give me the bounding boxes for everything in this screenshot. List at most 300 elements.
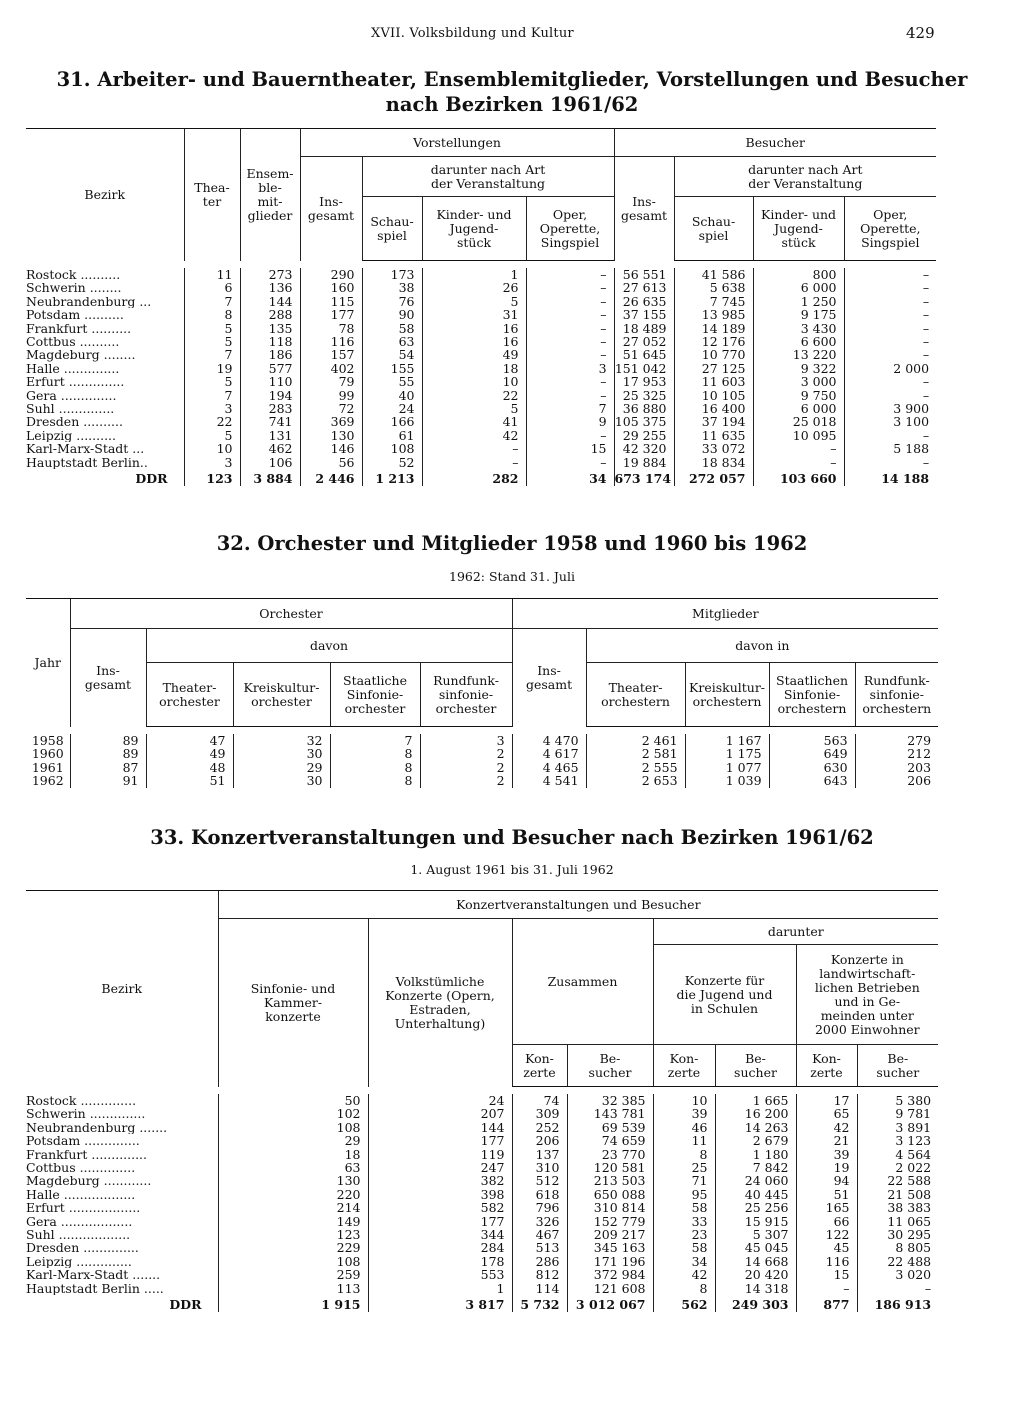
table-cell: 151 042 (614, 362, 674, 375)
table-cell: 3 020 (857, 1268, 938, 1281)
row-label: Cottbus .............. (26, 1161, 136, 1175)
table-cell: 130 (218, 1174, 368, 1187)
table-cell: 22 (184, 415, 240, 428)
t31-head-besucher: Besucher (614, 129, 936, 157)
table-cell: 39 (653, 1107, 715, 1120)
table-cell: 2 022 (857, 1161, 938, 1174)
table-cell: 51 (146, 774, 233, 787)
table-cell: 462 (240, 442, 300, 455)
table-cell: 26 635 (614, 295, 674, 308)
table-cell: 3 000 (753, 375, 844, 388)
table-cell: 247 (368, 1161, 512, 1174)
table-cell: 3 (420, 734, 512, 747)
table-cell: 1 250 (753, 295, 844, 308)
total-cell: 3 817 (368, 1295, 512, 1311)
row-label: Hauptstadt Berlin.. (26, 455, 148, 470)
table-cell: 2 (420, 761, 512, 774)
t31-head-bes-oper: Oper, Operette, Singspiel (844, 197, 936, 261)
table-cell: 2 581 (586, 747, 685, 760)
table-row (26, 442, 936, 455)
table-cell: 7 (184, 295, 240, 308)
table-cell: 9 (526, 415, 614, 428)
table-cell: 8 (330, 747, 420, 760)
row-label: Dresden .......... (26, 415, 123, 429)
table-cell: 1 665 (715, 1094, 796, 1107)
table-cell: 11 603 (674, 375, 753, 388)
table-cell: 398 (368, 1188, 512, 1201)
table-cell: 207 (368, 1107, 512, 1120)
t32-head-jahr: Jahr (26, 599, 70, 727)
row-label: Hauptstadt Berlin ..... (26, 1281, 164, 1296)
table-cell: 137 (512, 1148, 567, 1161)
table-row (26, 1241, 938, 1254)
table-cell: 42 (422, 429, 526, 442)
table-cell: 23 770 (567, 1148, 653, 1161)
table-cell: 55 (362, 375, 422, 388)
table-cell: 194 (240, 389, 300, 402)
table-cell: 209 217 (567, 1228, 653, 1241)
table-cell: 563 (769, 734, 855, 747)
table-cell: – (844, 456, 936, 469)
table-cell: 10 (422, 375, 526, 388)
table-cell: 24 (368, 1094, 512, 1107)
table-cell: – (526, 348, 614, 361)
table-cell: 7 (184, 389, 240, 402)
table-cell: – (844, 348, 936, 361)
t32-head-orchester: Orchester (70, 599, 512, 629)
table-cell: 40 445 (715, 1188, 796, 1201)
table-cell: – (526, 335, 614, 348)
t33-head-zus-besucher: Be- sucher (567, 1045, 653, 1087)
table-cell: 24 060 (715, 1174, 796, 1187)
table-cell: 4 564 (857, 1148, 938, 1161)
table-cell: 165 (796, 1201, 857, 1214)
table-cell: 15 (796, 1268, 857, 1281)
table-cell: 40 (362, 389, 422, 402)
table-row (26, 389, 936, 402)
table-cell: 553 (368, 1268, 512, 1281)
table-cell: 3 430 (753, 322, 844, 335)
total-row (26, 1295, 938, 1311)
table-cell: 42 (796, 1121, 857, 1134)
table-cell: 5 (422, 295, 526, 308)
table-cell: 6 (184, 281, 240, 294)
table-row (26, 402, 936, 415)
table-cell: 15 (526, 442, 614, 455)
table-row (26, 362, 936, 375)
table-cell: 284 (368, 1241, 512, 1254)
table-cell: 288 (240, 308, 300, 321)
total-cell: 103 660 (753, 469, 844, 485)
table-cell: 812 (512, 1268, 567, 1281)
table-cell: 45 045 (715, 1241, 796, 1254)
table-row (26, 375, 936, 388)
total-label: DDR (169, 1297, 202, 1312)
table33 (26, 890, 938, 1312)
table-cell: 106 (240, 456, 300, 469)
table-cell: – (422, 456, 526, 469)
table-cell: 577 (240, 362, 300, 375)
table-cell: 42 320 (614, 442, 674, 455)
row-label: Schwerin .............. (26, 1107, 146, 1121)
table-cell: 29 255 (614, 429, 674, 442)
spacer-row (26, 1087, 938, 1095)
t32-head-staat-n: Staatlichen Sinfonie- orchestern (769, 663, 855, 727)
total-cell: 5 732 (512, 1295, 567, 1311)
table-cell: – (844, 322, 936, 335)
table-row (26, 747, 938, 760)
total-cell: 2 446 (300, 469, 362, 485)
t31-head-bes-kinder: Kinder- und Jugend- stück (753, 197, 844, 261)
t33-head-jug-konzerte: Kon- zerte (653, 1045, 715, 1087)
table-cell: 41 586 (674, 268, 753, 281)
table-cell: 326 (512, 1215, 567, 1228)
t33-head-sinfonie: Sinfonie- und Kammer- konzerte (218, 919, 368, 1087)
table-cell: 171 196 (567, 1255, 653, 1268)
total-cell: 123 (184, 469, 240, 485)
table-cell: 29 (218, 1134, 368, 1147)
table-cell: 108 (362, 442, 422, 455)
table-cell: 51 645 (614, 348, 674, 361)
table-cell: 30 295 (857, 1228, 938, 1241)
table-cell: – (844, 281, 936, 294)
total-cell: 186 913 (857, 1295, 938, 1311)
table-cell: 5 (184, 375, 240, 388)
table-cell: – (753, 442, 844, 455)
table-cell: 45 (796, 1241, 857, 1254)
table-cell: 14 189 (674, 322, 753, 335)
table-row (26, 761, 938, 774)
table-cell: 8 (184, 308, 240, 321)
table-row (26, 322, 936, 335)
table-cell: 11 (653, 1134, 715, 1147)
table-cell: 310 814 (567, 1201, 653, 1214)
t31-head-bes-insgesamt: Ins- gesamt (614, 157, 674, 261)
table-cell: 146 (300, 442, 362, 455)
table31 (26, 128, 936, 486)
row-label: Karl-Marx-Stadt ....... (26, 1268, 161, 1282)
table-cell: 206 (855, 774, 938, 787)
table-cell: 2 000 (844, 362, 936, 375)
table-row (26, 1161, 938, 1174)
table-row (26, 456, 936, 469)
table-cell: – (526, 375, 614, 388)
table-cell: 7 842 (715, 1161, 796, 1174)
total-cell: 34 (526, 469, 614, 485)
table-cell: – (526, 268, 614, 281)
table-cell: 130 (300, 429, 362, 442)
row-label: Cottbus .......... (26, 335, 120, 349)
table-cell: 116 (300, 335, 362, 348)
total-cell: 282 (422, 469, 526, 485)
table-cell: 114 (512, 1282, 567, 1295)
table-cell: 17 (796, 1094, 857, 1107)
table-cell: 186 (240, 348, 300, 361)
table-row (26, 429, 936, 442)
table-cell: 136 (240, 281, 300, 294)
t31-head-vorst-darunter: darunter nach Art der Veranstaltung (362, 157, 614, 197)
table-cell: 121 608 (567, 1282, 653, 1295)
table-cell: 24 (362, 402, 422, 415)
table-cell: 74 (512, 1094, 567, 1107)
table-cell: – (526, 456, 614, 469)
table-cell: 5 (184, 335, 240, 348)
row-label: Frankfurt .......... (26, 321, 132, 336)
table-cell: – (526, 281, 614, 294)
table-cell: 345 163 (567, 1241, 653, 1254)
table-cell: 149 (218, 1215, 368, 1228)
table-cell: 22 488 (857, 1255, 938, 1268)
table-cell: 3 123 (857, 1134, 938, 1147)
table-cell: 3 (184, 456, 240, 469)
table-cell: 157 (300, 348, 362, 361)
table-cell: 18 (218, 1148, 368, 1161)
spacer-row (26, 727, 938, 735)
table-cell: 741 (240, 415, 300, 428)
table-cell: 2 (420, 747, 512, 760)
table-cell: 11 635 (674, 429, 753, 442)
total-label: DDR (135, 471, 168, 486)
table-cell: 273 (240, 268, 300, 281)
table-cell: 63 (218, 1161, 368, 1174)
page-header (0, 22, 1024, 46)
table-cell: 89 (70, 747, 146, 760)
table-cell: 2 (420, 774, 512, 787)
table-cell: 34 (653, 1255, 715, 1268)
table-row (26, 774, 938, 787)
table-row (26, 348, 936, 361)
table-cell: 29 (233, 761, 330, 774)
table-cell: 25 325 (614, 389, 674, 402)
table-cell: 10 095 (753, 429, 844, 442)
table-cell: 17 953 (614, 375, 674, 388)
row-label: Leipzig .............. (26, 1254, 132, 1269)
table-cell: 5 638 (674, 281, 753, 294)
table-cell: 4 470 (512, 734, 586, 747)
table-row (26, 1215, 938, 1228)
table-cell: 74 659 (567, 1134, 653, 1147)
table-cell: 177 (368, 1134, 512, 1147)
t31-head-vorst-oper: Oper, Operette, Singspiel (526, 197, 614, 261)
row-label: Schwerin ........ (26, 281, 122, 295)
table-cell: 30 (233, 774, 330, 787)
total-cell: 3 884 (240, 469, 300, 485)
total-cell: 249 303 (715, 1295, 796, 1311)
table-row (26, 308, 936, 321)
table-cell: – (753, 456, 844, 469)
table-cell: 214 (218, 1201, 368, 1214)
table-row (26, 1282, 938, 1295)
table-cell: 1 175 (685, 747, 769, 760)
row-label: 1958 (31, 734, 64, 748)
table-cell: 5 (422, 402, 526, 415)
table-row (26, 1255, 938, 1268)
table-cell: 25 256 (715, 1201, 796, 1214)
table-cell: 27 125 (674, 362, 753, 375)
table-row (26, 268, 936, 281)
table-cell: 1 077 (685, 761, 769, 774)
table-row (26, 1174, 938, 1187)
table-cell: 13 985 (674, 308, 753, 321)
table-cell: 8 (330, 774, 420, 787)
t33-head-jug-besucher: Be- sucher (715, 1045, 796, 1087)
table-cell: 94 (796, 1174, 857, 1187)
spacer-row (26, 261, 936, 269)
t31-head-vorst-kinder: Kinder- und Jugend- stück (422, 197, 526, 261)
t31-head-ensemble: Ensem- ble- mit- glieder (240, 129, 300, 261)
table-row (26, 335, 936, 348)
table-cell: 1 039 (685, 774, 769, 787)
table-cell: 279 (855, 734, 938, 747)
table-cell: 49 (422, 348, 526, 361)
row-label: Rostock .......... (26, 268, 121, 282)
table-cell: 20 420 (715, 1268, 796, 1281)
row-label: Erfurt .................. (26, 1201, 141, 1215)
table-cell: 4 541 (512, 774, 586, 787)
row-label: 1961 (31, 760, 64, 775)
total-cell: 673 174 (614, 469, 674, 485)
table-cell: 123 (218, 1228, 368, 1241)
table-cell: 467 (512, 1228, 567, 1241)
table-cell: 14 318 (715, 1282, 796, 1295)
table-cell: 116 (796, 1255, 857, 1268)
table-row (26, 295, 936, 308)
table-cell: – (844, 308, 936, 321)
table-cell: 110 (240, 375, 300, 388)
table-cell: 47 (146, 734, 233, 747)
t32-head-theater: Theater- orchester (146, 663, 233, 727)
row-label: Halle .............. (26, 361, 120, 376)
table-cell: 173 (362, 268, 422, 281)
table-cell: – (796, 1282, 857, 1295)
table-cell: 369 (300, 415, 362, 428)
table-cell: 27 613 (614, 281, 674, 294)
table-cell: 144 (240, 295, 300, 308)
table-cell: 72 (300, 402, 362, 415)
row-label: Leipzig .......... (26, 428, 116, 443)
table-cell: 113 (218, 1282, 368, 1295)
table-cell: 3 891 (857, 1121, 938, 1134)
row-label: 1962 (31, 774, 64, 788)
table-cell: 22 588 (857, 1174, 938, 1187)
t31-head-vorstellungen: Vorstellungen (300, 129, 614, 157)
row-label: Suhl .................. (26, 1228, 131, 1242)
table-cell: 582 (368, 1201, 512, 1214)
table-cell: – (844, 295, 936, 308)
table-cell: 10 (184, 442, 240, 455)
table-row (26, 281, 936, 294)
t33-head-zusammen: Zusammen (512, 919, 653, 1045)
table-row (26, 1228, 938, 1241)
total-cell: 1 213 (362, 469, 422, 485)
table-cell: 30 (233, 747, 330, 760)
table-cell: 9 322 (753, 362, 844, 375)
table-cell: 1 180 (715, 1148, 796, 1161)
table-cell: – (857, 1282, 938, 1295)
table-cell: 65 (796, 1107, 857, 1120)
chapter-title: XVII. Volksbildung und Kultur (371, 26, 574, 41)
row-label: Neubrandenburg ....... (26, 1120, 168, 1135)
t33-head-land-konzerte: Kon- zerte (796, 1045, 857, 1087)
total-row (26, 469, 936, 485)
table-cell: 2 461 (586, 734, 685, 747)
table-cell: 6 600 (753, 335, 844, 348)
table-cell: 61 (362, 429, 422, 442)
t32-head-staat: Staatliche Sinfonie- orchester (330, 663, 420, 727)
table-cell: 54 (362, 348, 422, 361)
row-label: Potsdam .............. (26, 1134, 140, 1148)
table-cell: – (844, 375, 936, 388)
table-cell: – (844, 335, 936, 348)
table-cell: 9 750 (753, 389, 844, 402)
table-cell: 4 617 (512, 747, 586, 760)
table-cell: 372 984 (567, 1268, 653, 1281)
t31-head-vorst-schauspiel: Schau- spiel (362, 197, 422, 261)
t32-head-kreis: Kreiskultur- orchester (233, 663, 330, 727)
table-cell: 213 503 (567, 1174, 653, 1187)
table-cell: 51 (796, 1188, 857, 1201)
table-cell: 2 653 (586, 774, 685, 787)
table-cell: 7 (526, 402, 614, 415)
table-cell: 7 (330, 734, 420, 747)
table-cell: 2 555 (586, 761, 685, 774)
table-cell: 7 (184, 348, 240, 361)
table-cell: 37 194 (674, 415, 753, 428)
table-cell: 12 176 (674, 335, 753, 348)
table-cell: 108 (218, 1255, 368, 1268)
t33-head-volks: Volkstümliche Konzerte (Opern, Estraden, Unterhaltung) (368, 919, 512, 1087)
table-cell: 6 000 (753, 281, 844, 294)
table-cell: 32 385 (567, 1094, 653, 1107)
table-cell: 16 200 (715, 1107, 796, 1120)
table-cell: 108 (218, 1121, 368, 1134)
table-cell: 66 (796, 1215, 857, 1228)
table-cell: 212 (855, 747, 938, 760)
table-cell: 122 (796, 1228, 857, 1241)
total-cell: 272 057 (674, 469, 753, 485)
t32-head-orch-davon: davon (146, 629, 512, 663)
t33-head-land-besucher: Be- sucher (857, 1045, 938, 1087)
table-cell: 19 884 (614, 456, 674, 469)
table-cell: 5 188 (844, 442, 936, 455)
table-cell: 382 (368, 1174, 512, 1187)
t32-head-mitgl-davon: davon in (586, 629, 938, 663)
table31-title-line2: nach Bezirken 1961/62 (385, 93, 639, 116)
table-cell: 135 (240, 322, 300, 335)
table-cell: 14 263 (715, 1121, 796, 1134)
table-cell: 259 (218, 1268, 368, 1281)
table-cell: 90 (362, 308, 422, 321)
table-cell: 10 105 (674, 389, 753, 402)
row-label: Rostock .............. (26, 1094, 137, 1108)
table-cell: 27 052 (614, 335, 674, 348)
table-cell: 102 (218, 1107, 368, 1120)
table-cell: 143 781 (567, 1107, 653, 1120)
t32-head-rund: Rundfunk- sinfonie- orchester (420, 663, 512, 727)
table-cell: 796 (512, 1201, 567, 1214)
table-cell: – (844, 429, 936, 442)
row-label: Dresden .............. (26, 1241, 139, 1255)
table-row (26, 1268, 938, 1281)
table33-subtitle: 1. August 1961 bis 31. Juli 1962 (410, 862, 614, 877)
table-cell: – (844, 389, 936, 402)
table-cell: 5 307 (715, 1228, 796, 1241)
table32-title: 32. Orchester und Mitglieder 1958 und 1960 bis 1962 (216, 532, 808, 555)
table-cell: 37 155 (614, 308, 674, 321)
table-cell: 650 088 (567, 1188, 653, 1201)
total-cell: 877 (796, 1295, 857, 1311)
table-row (26, 1148, 938, 1161)
